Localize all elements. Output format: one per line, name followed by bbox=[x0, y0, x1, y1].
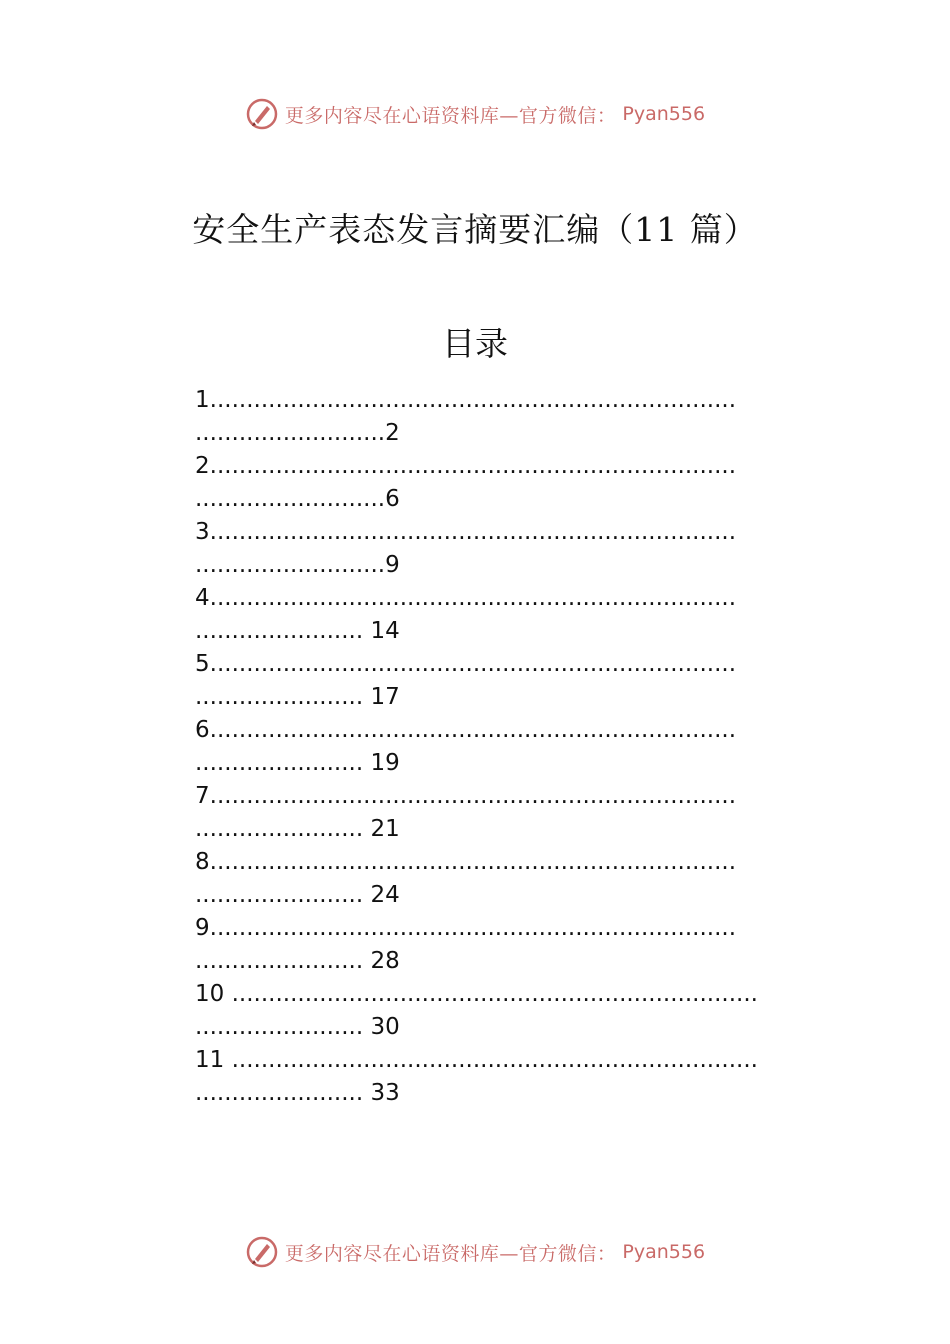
toc-entry-number: 11 bbox=[195, 1047, 232, 1073]
toc-leader-dots: ....................... bbox=[195, 684, 364, 710]
toc-leader-dots: ........................................................................ bbox=[209, 651, 737, 677]
toc-entry-number: 7 bbox=[195, 783, 210, 809]
toc-leader-dots: ........................................................................ bbox=[231, 981, 758, 1007]
watermark-wechat-id: Pyan556 bbox=[622, 1241, 706, 1263]
toc-entry-number: 6 bbox=[195, 717, 210, 743]
toc-leader-dots: ....................... bbox=[195, 618, 364, 644]
toc-leader-dots: ........................................................................ bbox=[209, 915, 737, 941]
table-of-contents bbox=[195, 384, 835, 1110]
toc-entry-page-number: 30 bbox=[363, 1014, 400, 1040]
toc-entry-line bbox=[195, 945, 835, 978]
toc-entry-line bbox=[195, 1011, 835, 1044]
toc-entry-number: 10 bbox=[195, 981, 232, 1007]
toc-entry[interactable] bbox=[195, 780, 835, 846]
toc-entry[interactable] bbox=[195, 582, 835, 648]
toc-entry[interactable] bbox=[195, 384, 835, 450]
toc-leader-dots: ........................................................................ bbox=[209, 849, 737, 875]
toc-entry-number: 3 bbox=[195, 519, 210, 545]
toc-entry-line bbox=[195, 417, 835, 450]
toc-entry-line bbox=[195, 648, 835, 681]
toc-entry-line bbox=[195, 879, 835, 912]
toc-entry-line bbox=[195, 1044, 835, 1077]
toc-entry-number: 4 bbox=[195, 585, 210, 611]
toc-leader-dots: ........................................................................ bbox=[209, 453, 737, 479]
toc-entry-page-number: 2 bbox=[385, 420, 400, 446]
toc-leader-dots: ....................... bbox=[195, 948, 364, 974]
toc-entry-line bbox=[195, 582, 835, 615]
toc-entry-number: 2 bbox=[195, 453, 210, 479]
toc-leader-dots: ....................... bbox=[195, 816, 364, 842]
toc-entry-line bbox=[195, 681, 835, 714]
watermark-wechat-id: Pyan556 bbox=[622, 103, 706, 125]
toc-entry-line bbox=[195, 615, 835, 648]
toc-entry-number: 8 bbox=[195, 849, 210, 875]
toc-entry-number: 1 bbox=[195, 387, 210, 413]
toc-entry-page-number: 9 bbox=[385, 552, 400, 578]
toc-leader-dots: .......................... bbox=[195, 420, 386, 446]
toc-entry-line bbox=[195, 714, 835, 747]
toc-entry-line bbox=[195, 912, 835, 945]
toc-leader-dots: ........................................................................ bbox=[209, 783, 737, 809]
toc-entry[interactable] bbox=[195, 516, 835, 582]
toc-entry[interactable] bbox=[195, 714, 835, 780]
toc-entry-line bbox=[195, 450, 835, 483]
pen-logo-icon bbox=[245, 1235, 279, 1269]
toc-leader-dots: ....................... bbox=[195, 750, 364, 776]
toc-entry-line bbox=[195, 780, 835, 813]
toc-entry-page-number: 17 bbox=[363, 684, 400, 710]
toc-entry-line bbox=[195, 1077, 835, 1110]
footer-watermark bbox=[0, 1232, 950, 1272]
toc-entry-page-number: 6 bbox=[385, 486, 400, 512]
toc-leader-dots: ........................................................................ bbox=[209, 387, 737, 413]
toc-entry-line bbox=[195, 516, 835, 549]
toc-leader-dots: ........................................................................ bbox=[209, 519, 737, 545]
toc-entry-line bbox=[195, 549, 835, 582]
toc-entry-page-number: 24 bbox=[363, 882, 400, 908]
toc-leader-dots: .......................... bbox=[195, 486, 386, 512]
toc-leader-dots: ....................... bbox=[195, 1080, 364, 1106]
toc-entry-page-number: 33 bbox=[363, 1080, 400, 1106]
toc-leader-dots: ........................................................................ bbox=[209, 585, 737, 611]
toc-entry-page-number: 14 bbox=[363, 618, 400, 644]
toc-leader-dots: ....................... bbox=[195, 1014, 364, 1040]
toc-entry[interactable] bbox=[195, 912, 835, 978]
toc-entry[interactable] bbox=[195, 978, 835, 1044]
toc-leader-dots: .......................... bbox=[195, 552, 386, 578]
toc-entry[interactable] bbox=[195, 846, 835, 912]
toc-entry[interactable] bbox=[195, 648, 835, 714]
toc-entry-page-number: 21 bbox=[363, 816, 400, 842]
toc-entry-line bbox=[195, 384, 835, 417]
toc-entry[interactable] bbox=[195, 1044, 835, 1110]
toc-entry[interactable] bbox=[195, 450, 835, 516]
toc-entry-number: 9 bbox=[195, 915, 210, 941]
toc-entry-line bbox=[195, 483, 835, 516]
toc-entry-page-number: 19 bbox=[363, 750, 400, 776]
pen-logo-icon bbox=[245, 97, 279, 131]
toc-heading: 目录 bbox=[442, 324, 508, 363]
toc-leader-dots: ........................................................................ bbox=[231, 1047, 758, 1073]
watermark-text: 更多内容尽在心语资料库—官方微信： bbox=[284, 1242, 617, 1265]
watermark-text: 更多内容尽在心语资料库—官方微信： bbox=[284, 104, 617, 127]
header-watermark bbox=[0, 94, 950, 134]
toc-entry-number: 5 bbox=[195, 651, 210, 677]
toc-entry-line bbox=[195, 747, 835, 780]
toc-entry-line bbox=[195, 846, 835, 879]
toc-entry-line bbox=[195, 813, 835, 846]
toc-leader-dots: ....................... bbox=[195, 882, 364, 908]
toc-entry-line bbox=[195, 978, 835, 1011]
toc-entry-page-number: 28 bbox=[363, 948, 400, 974]
toc-leader-dots: ........................................................................ bbox=[209, 717, 737, 743]
document-title: 安全生产表态发言摘要汇编（11 篇） bbox=[192, 210, 758, 249]
